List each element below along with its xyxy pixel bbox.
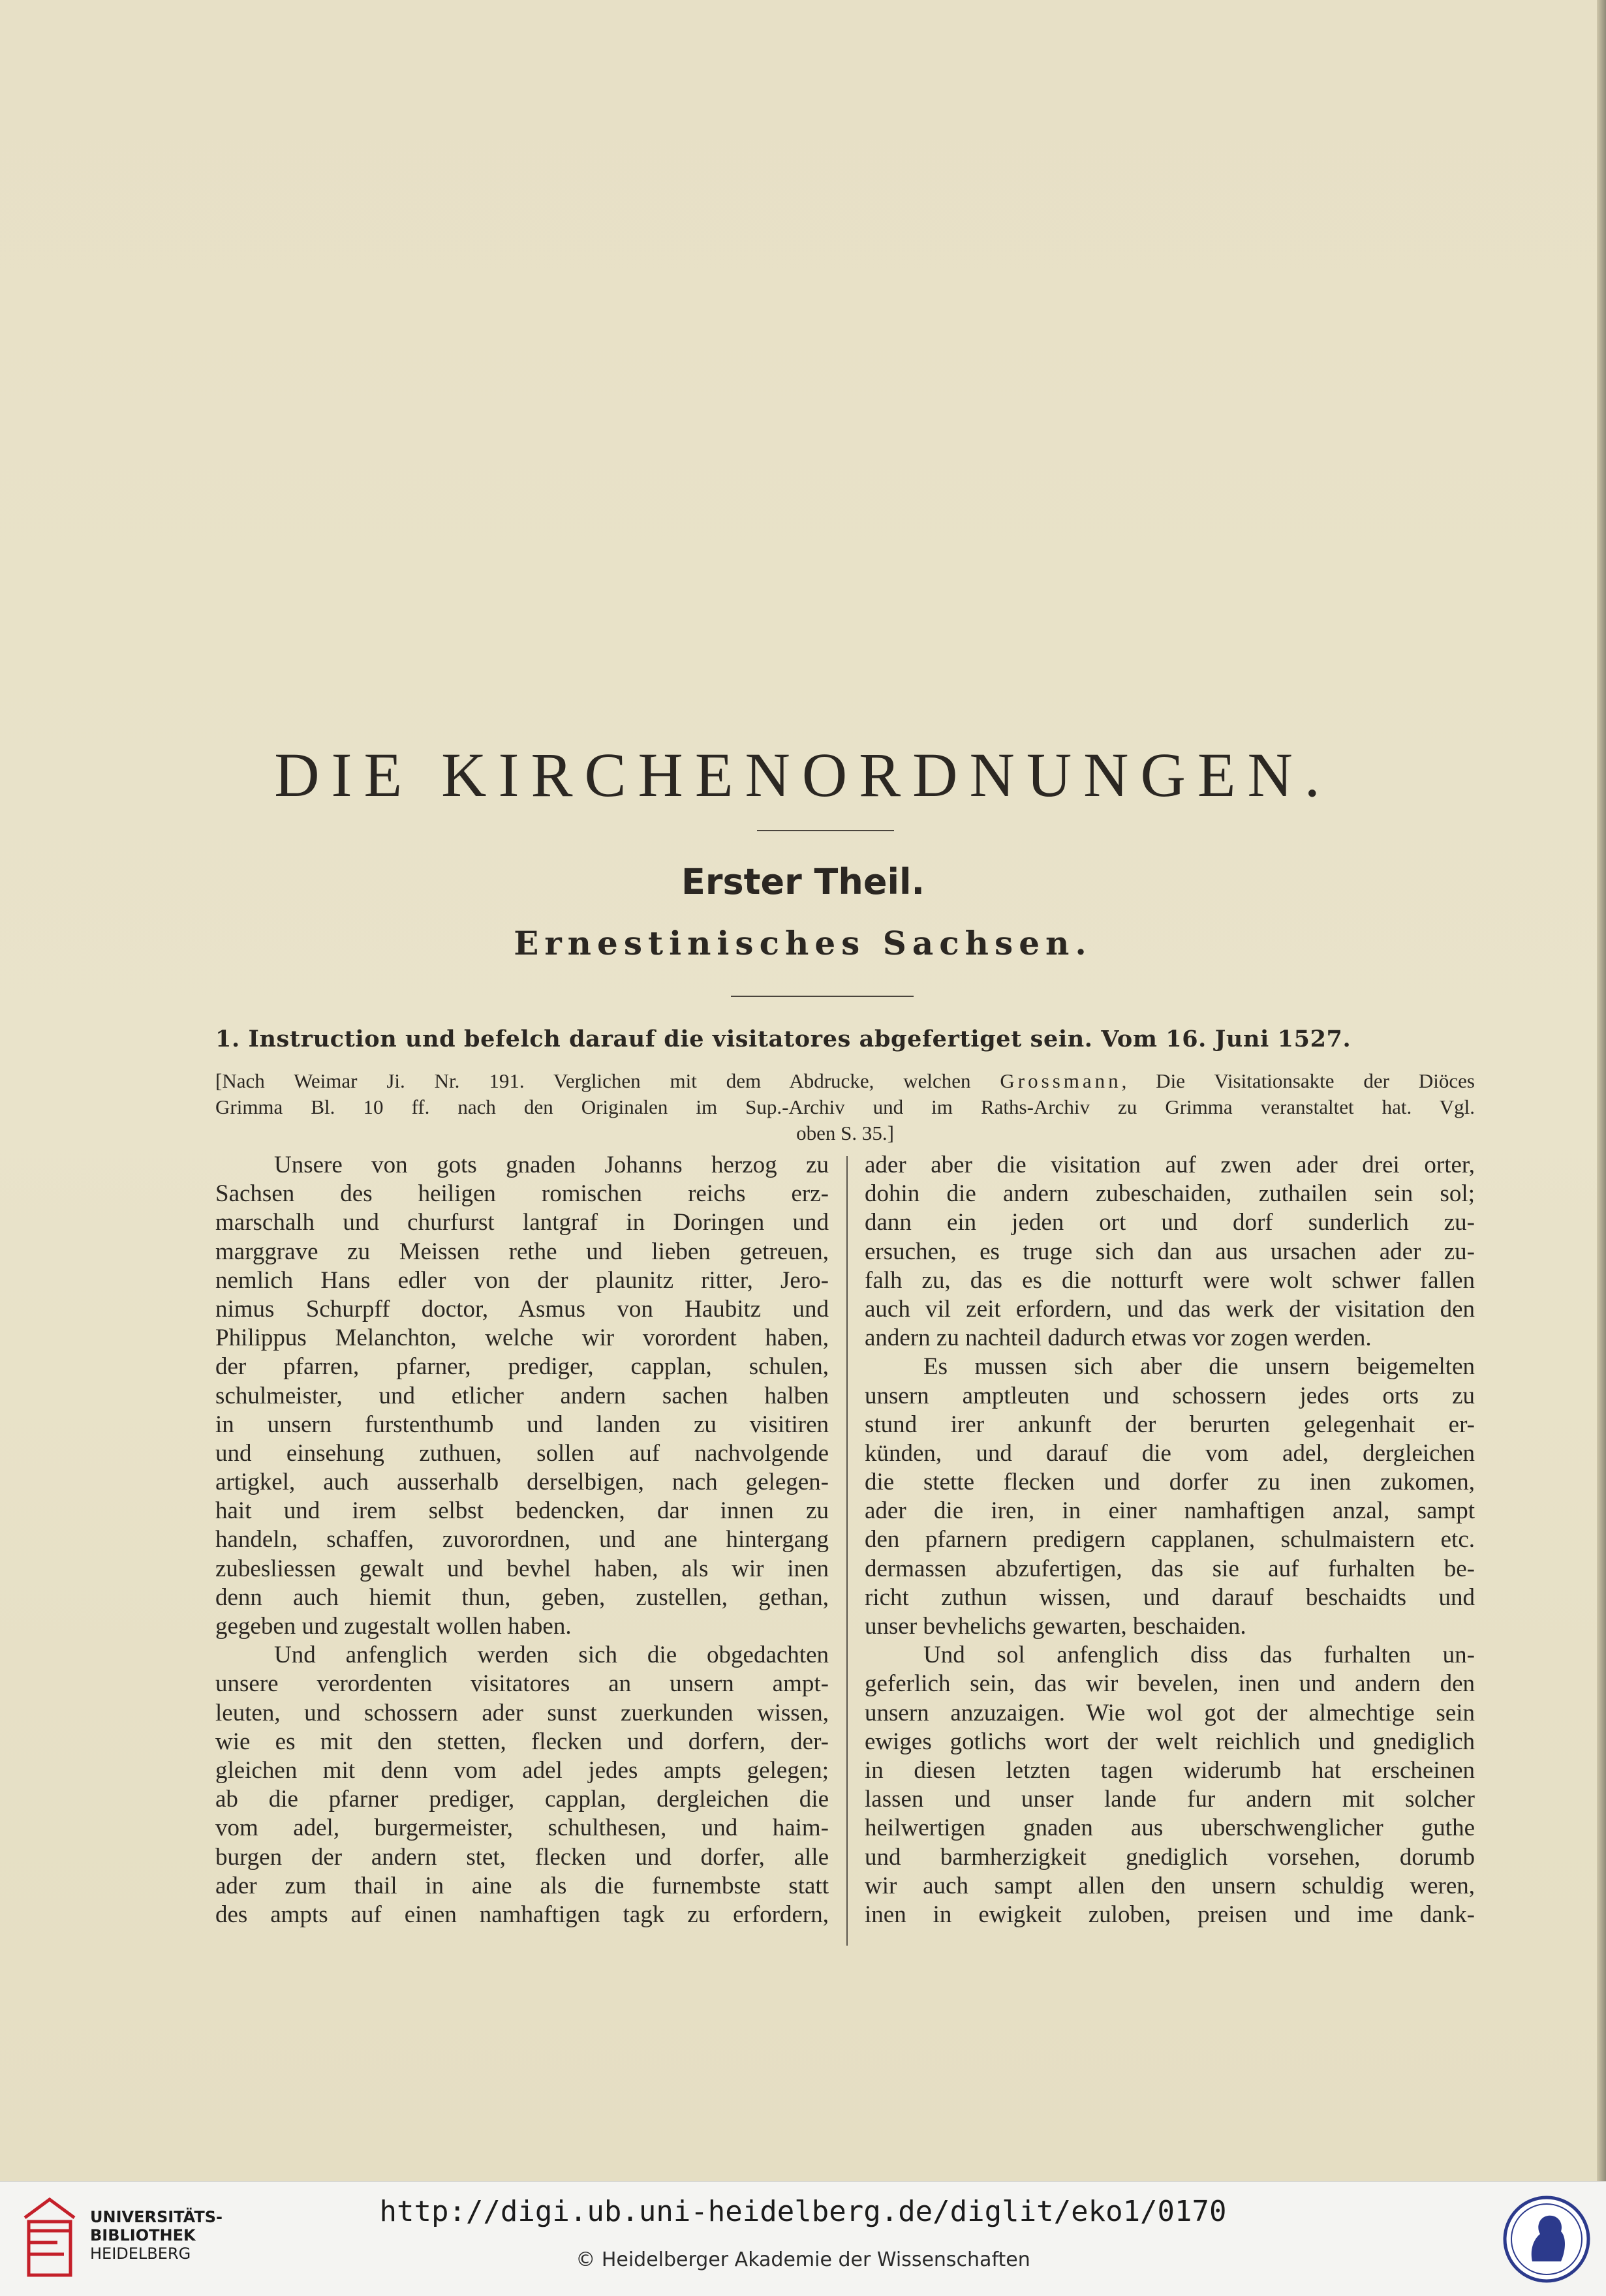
text-line: Unsere von gots gnaden Johanns herzog zu: [274, 1152, 829, 1178]
text-line: unser bevhelichs gewarten, beschaiden.: [865, 1613, 1246, 1640]
text-line: ab die pfarner prediger, capplan, dergleichen die: [215, 1786, 829, 1813]
source-note-line: [Nach Weimar Ji. Nr. 191. Verglichen mit dem Abdrucke, welchen Grossmann, Die Visitationsakte der Diöces: [215, 1069, 1475, 1092]
text-line: und einsehung zuthuen, sollen auf nachvolgende: [215, 1439, 829, 1467]
footer-bar: [0, 2181, 1606, 2296]
text-line: gegeben und zugestalt wollen haben.: [215, 1613, 572, 1640]
document-title: 1. Instruction und befelch darauf die visitatores abgefertiget sein. Vom 16. Juni 1527.: [215, 1026, 1351, 1052]
text-line: schulmeister, und etlicher andern sachen halben: [215, 1382, 829, 1409]
permalink-url[interactable]: http://digi.ub.uni-heidelberg.de/diglit/eko1/0170: [379, 2195, 1227, 2228]
text-line: lassen und unser lande fur andern mit solcher: [865, 1786, 1475, 1813]
text-line: unsern amptleuten und schossern jedes orts zu: [865, 1382, 1475, 1409]
text-line: wir auch sampt allen den unsern schuldig weren,: [865, 1872, 1475, 1899]
text-line: unsern anzuzaigen. Wie wol got der almechtige sein: [865, 1699, 1475, 1726]
column-divider: [846, 1156, 848, 1946]
text-line: in unsern furstenthumb und landen zu visitiren: [215, 1411, 829, 1438]
source-note-line: oben S. 35.]: [796, 1122, 894, 1144]
part-title: Erster Theil.: [681, 861, 925, 902]
library-name: UNIVERSITÄTS- BIBLIOTHEK HEIDELBERG: [90, 2208, 223, 2263]
page-edge-shadow: [1597, 0, 1606, 2181]
text-line: nimus Schurpff doctor, Asmus von Haubitz und: [215, 1295, 829, 1323]
text-line: geferlich sein, das wir bevelen, inen und andern den: [865, 1670, 1475, 1698]
text-line: falh zu, das es die notturft were wolt schwer fallen: [865, 1266, 1475, 1294]
text-line: in diesen letzten tagen widerumb hat erscheinen: [865, 1756, 1475, 1784]
text-line: ader zum thail in aine als die furnembste statt: [215, 1872, 829, 1899]
text-line: vom adel, burgermeister, schulthesen, und haim-: [215, 1814, 829, 1842]
region-title: Ernestinisches Sachsen.: [514, 924, 1092, 962]
text-line: hait und irem selbst bedencken, dar innen zu: [215, 1497, 829, 1525]
text-line: denn auch hiemit thun, geben, zustellen, gethan,: [215, 1584, 829, 1611]
text-line: leuten, und schossern ader sunst zuerkunden wissen,: [215, 1699, 829, 1726]
source-note-line: Grimma Bl. 10 ff. nach den Originalen im Sup.-Archiv und im Raths-Archiv zu Grimma veranstaltet hat. Vgl.: [215, 1095, 1475, 1118]
text-line: ersuchen, es truge sich dan aus ursachen ader zu-: [865, 1238, 1475, 1265]
title-rule-1: [757, 830, 894, 831]
text-line: andern zu nachteil dadurch etwas vor zogen werden.: [865, 1324, 1372, 1352]
text-line: auch vil zeit erfordern, und das werk der visitation den: [865, 1295, 1475, 1323]
title-rule-2: [731, 996, 914, 997]
text-line: wie es mit den stetten, flecken und dorfern, der-: [215, 1728, 829, 1755]
text-line: marschalh und churfurst lantgraf in Doringen und: [215, 1209, 829, 1236]
text-line: nemlich Hans edler von der plaunitz ritter, Jero-: [215, 1266, 829, 1294]
text-line: ader aber die visitation auf zwen ader drei orter,: [865, 1152, 1475, 1178]
text-line: den pfarnern predigern capplanen, schulmaistern etc.: [865, 1526, 1475, 1554]
text-line: dohin die andern zubeschaiden, zuthailen sein sol;: [865, 1180, 1475, 1208]
left-text-column: [215, 1151, 829, 1929]
copyright-notice: © Heidelberger Akademie der Wissenschaften: [576, 2248, 1030, 2271]
text-line: und barmherzigkeit gnediglich vorsehen, dorumb: [865, 1843, 1475, 1871]
text-line: Sachsen des heiligen romischen reichs erz-: [215, 1180, 829, 1208]
text-line: ader die iren, in einer namhaftigen anzal, sampt: [865, 1497, 1475, 1525]
text-line: Philippus Melanchton, welche wir vorordent haben,: [215, 1324, 829, 1352]
text-line: zubesliessen gewalt und bevhel haben, als wir inen: [215, 1555, 829, 1582]
right-text-column: [865, 1151, 1475, 1929]
text-line: dermassen abzufertigen, das sie auf furhalten be-: [865, 1555, 1475, 1582]
text-line: dann ein jeden ort und dorf sunderlich zu-: [865, 1209, 1475, 1236]
source-note: [215, 1068, 1475, 1146]
text-line: die stette flecken und dorfer zu inen zukomen,: [865, 1469, 1475, 1496]
text-line: heilwertigen gnaden aus uberschwenglicher guthe: [865, 1814, 1475, 1842]
text-line: inen in ewigkeit zuloben, preisen und ime dank-: [865, 1901, 1475, 1928]
text-line: artigkel, auch ausserhalb derselbigen, nach gelegen-: [215, 1469, 829, 1496]
text-line: unsere verordenten visitatores an unsern ampt-: [215, 1670, 829, 1698]
main-title: DIE KIRCHENORDNUNGEN.: [274, 740, 1332, 810]
text-line: künden, und darauf die vom adel, dergleichen: [865, 1439, 1475, 1467]
text-line: Und anfenglich werden sich die obgedachten: [274, 1642, 829, 1669]
text-line: der pfarren, pfarner, prediger, capplan, schulen,: [215, 1353, 829, 1381]
text-line: Es mussen sich aber die unsern beigemelten: [923, 1353, 1475, 1381]
text-line: stund irer ankunft der berurten gelegenhait er-: [865, 1411, 1475, 1438]
text-line: des ampts auf einen namhaftigen tagk zu erfordern,: [215, 1901, 829, 1928]
text-line: marggrave zu Meissen rethe und lieben getreuen,: [215, 1238, 829, 1265]
text-line: gleichen mit denn vom adel jedes ampts gelegen;: [215, 1756, 829, 1784]
text-line: richt zuthun wissen, und darauf beschaidts und: [865, 1584, 1475, 1611]
text-line: ewiges gotlichs wort der welt reichlich und gnediglich: [865, 1728, 1475, 1755]
academy-seal-icon: [1501, 2194, 1592, 2285]
text-line: burgen der andern stet, flecken und dorfer, alle: [215, 1843, 829, 1871]
text-line: handeln, schaffen, zuvorordnen, und ane hintergang: [215, 1526, 829, 1554]
text-line: Und sol anfenglich diss das furhalten un-: [923, 1642, 1475, 1669]
author-name: Grossmann: [1000, 1069, 1122, 1092]
